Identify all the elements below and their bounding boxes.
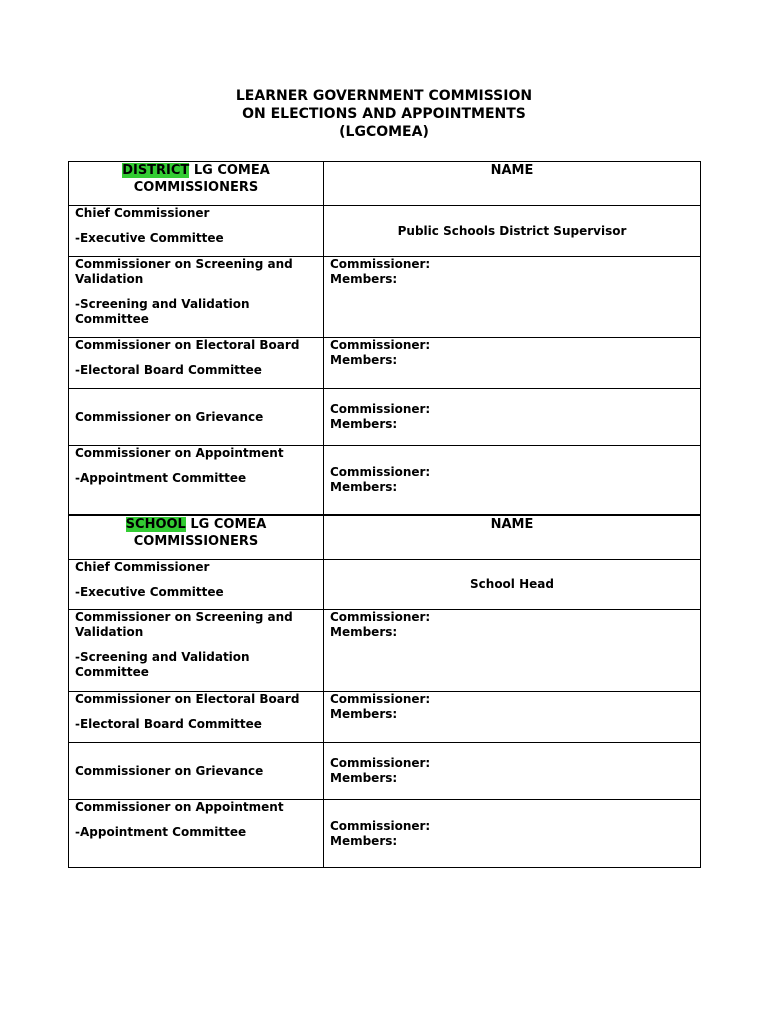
title-line-3: (LGCOMEA) xyxy=(339,124,429,140)
role-cell: Commissioner on Appointment -Appointment Committee xyxy=(69,446,324,515)
district-commissioners-table xyxy=(68,161,701,515)
role-cell: Chief Commissioner -Executive Committee xyxy=(69,560,324,610)
name-cell: Commissioner: Members: xyxy=(324,338,701,389)
role-cell: Commissioner on Electoral Board -Electoral Board Committee xyxy=(69,692,324,743)
role-cell: Commissioner on Electoral Board -Electoral Board Committee xyxy=(69,338,324,389)
role-cell: Commissioner on Grievance xyxy=(69,743,324,800)
role-cell: Commissioner on Grievance xyxy=(69,389,324,446)
table-row xyxy=(69,338,701,389)
district-header-row xyxy=(69,162,701,206)
name-cell: School Head xyxy=(324,560,701,610)
school-header-line2: COMMISSIONERS xyxy=(133,534,259,549)
school-commissioners-table xyxy=(68,515,701,868)
district-role-header: DISTRICT LG COMEA COMMISSIONERS xyxy=(69,162,324,206)
role-cell: Chief Commissioner -Executive Committee xyxy=(69,206,324,257)
title-line-1: LEARNER GOVERNMENT COMMISSION xyxy=(235,88,533,104)
name-cell: Commissioner: Members: xyxy=(324,692,701,743)
name-cell: Commissioner: Members: xyxy=(324,389,701,446)
table-row xyxy=(69,560,701,610)
name-cell: Commissioner: Members: xyxy=(324,743,701,800)
school-header-row xyxy=(69,516,701,560)
table-row xyxy=(69,800,701,868)
table-row xyxy=(69,692,701,743)
district-name-header: NAME xyxy=(324,162,701,206)
name-cell: Commissioner: Members: xyxy=(324,446,701,515)
table-row xyxy=(69,446,701,515)
document-title xyxy=(0,87,768,141)
name-cell: Public Schools District Supervisor xyxy=(324,206,701,257)
school-highlight: SCHOOL xyxy=(125,517,186,532)
table-row xyxy=(69,206,701,257)
title-line-2: ON ELECTIONS AND APPOINTMENTS xyxy=(242,106,526,122)
table-row xyxy=(69,389,701,446)
role-cell: Commissioner on Screening and Validation -Screening and Validation Committee xyxy=(69,610,324,692)
table-row xyxy=(69,257,701,338)
role-cell: Commissioner on Screening and Validation -Screening and Validation Committee xyxy=(69,257,324,338)
school-name-header: NAME xyxy=(324,516,701,560)
district-header-line2: COMMISSIONERS xyxy=(133,180,259,195)
table-row xyxy=(69,743,701,800)
name-cell: Commissioner: Members: xyxy=(324,257,701,338)
role-cell: Commissioner on Appointment -Appointment Committee xyxy=(69,800,324,868)
table-row xyxy=(69,610,701,692)
school-role-header: SCHOOL LG COMEA COMMISSIONERS xyxy=(69,516,324,560)
name-cell: Commissioner: Members: xyxy=(324,800,701,868)
district-highlight: DISTRICT xyxy=(122,163,190,178)
name-cell: Commissioner: Members: xyxy=(324,610,701,692)
